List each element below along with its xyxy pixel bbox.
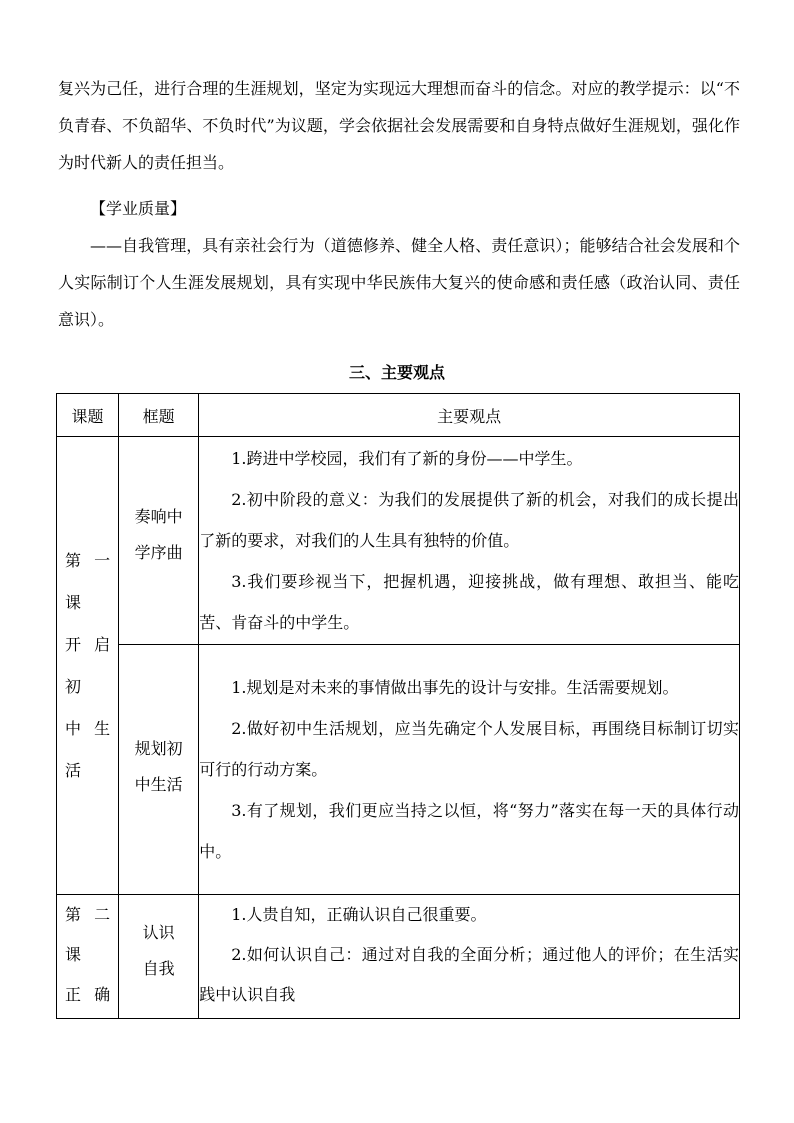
section-title: 三、主要观点 — [348, 363, 445, 382]
lesson-char: 第 — [65, 550, 82, 570]
header-main-points: 主要观点 — [199, 394, 740, 437]
frame-label-line: 中生活 — [134, 775, 183, 794]
lesson-char: 启 — [94, 634, 111, 654]
lesson-1-line — [57, 624, 118, 666]
point-item: 2.如何认识自己：通过对自我的全面分析；通过他人的评价；在生活实践中认识自我 — [199, 945, 739, 1004]
points-cell-1 — [199, 437, 740, 645]
point-item: 1.规划是对未来的事情做出事先的设计与安排。生活需要规划。 — [231, 678, 679, 697]
lesson-1-line — [57, 582, 118, 624]
intro-paragraph-1: 复兴为己任，进行合理的生涯规划，坚定为实现远大理想而奋斗的信念。对应的教学提示：以“不负青春、不负韶华、不负时代”为议题，学会依据社会发展需要和自身特点做好生涯规划，强化作为时代新人的责任担当。 — [58, 79, 740, 172]
point-item: 1.人贵自知，正确认识自己很重要。 — [231, 905, 487, 924]
frame-label-line: 规划初 — [134, 739, 183, 758]
frame-label-line: 自我 — [142, 959, 175, 978]
point-item: 3.有了规划，我们更应当持之以恒，将“努力”落实在每一天的具体行动中。 — [199, 801, 739, 861]
academic-quality-heading: 【学业质量】 — [90, 199, 187, 218]
frame-cell-1 — [119, 437, 199, 645]
lesson-char: 一 — [94, 550, 111, 570]
table-row — [57, 645, 740, 895]
points-cell-3 — [199, 895, 740, 1019]
lesson-char: 确 — [94, 985, 111, 1004]
lesson-char: 第 — [65, 905, 82, 924]
lesson-char: 中 — [65, 718, 82, 738]
intro-paragraph-2: ——自我管理，具有亲社会行为（道德修养、健全人格、责任意识）；能够结合社会发展和个人实际制订个人生涯发展规划，具有实现中华民族伟大复兴的使命感和责任感（政治认同、责任意识）。 — [58, 236, 740, 329]
lesson-char: 正 — [65, 985, 82, 1004]
lesson-2-cell — [57, 895, 119, 1019]
main-points-table — [56, 393, 740, 1019]
frame-label-line: 学序曲 — [134, 543, 183, 562]
lesson-char: 开 — [65, 634, 82, 654]
table-row — [57, 437, 740, 645]
point-item: 2.做好初中生活规划，应当先确定个人发展目标，再围绕目标制订切实可行的行动方案。 — [199, 719, 739, 779]
lesson-char: 初 — [65, 676, 82, 696]
lesson-char: 课 — [65, 592, 82, 612]
points-cell-2 — [199, 645, 740, 895]
header-lesson: 课题 — [57, 394, 119, 437]
lesson-1-line — [57, 540, 118, 582]
lesson-1-line — [57, 750, 118, 792]
lesson-1-line — [57, 666, 118, 708]
lesson-char: 活 — [65, 760, 82, 780]
point-item: 3.我们要珍视当下，把握机遇，迎接挑战，做有理想、敢担当、能吃苦、肯奋斗的中学生。 — [199, 572, 739, 632]
lesson-char: 生 — [94, 718, 111, 738]
lesson-1-line — [57, 708, 118, 750]
frame-cell-2 — [119, 645, 199, 895]
table-row — [57, 895, 740, 1019]
table-header-row — [57, 394, 740, 437]
lesson-2-line — [57, 975, 118, 1015]
frame-label-line: 奏响中 — [134, 507, 183, 526]
lesson-char: 课 — [65, 945, 82, 964]
frame-cell-3 — [119, 895, 199, 1019]
lesson-1-cell — [57, 437, 119, 895]
header-frame: 框题 — [119, 394, 199, 437]
point-item: 1.跨进中学校园，我们有了新的身份——中学生。 — [231, 449, 583, 468]
lesson-2-line — [57, 935, 118, 975]
lesson-2-line — [57, 895, 118, 935]
point-item: 2.初中阶段的意义：为我们的发展提供了新的机会，对我们的成长提出了新的要求，对我们的人生具有独特的价值。 — [199, 490, 739, 550]
lesson-char: 二 — [94, 905, 111, 924]
frame-label-line: 认识 — [142, 923, 175, 942]
